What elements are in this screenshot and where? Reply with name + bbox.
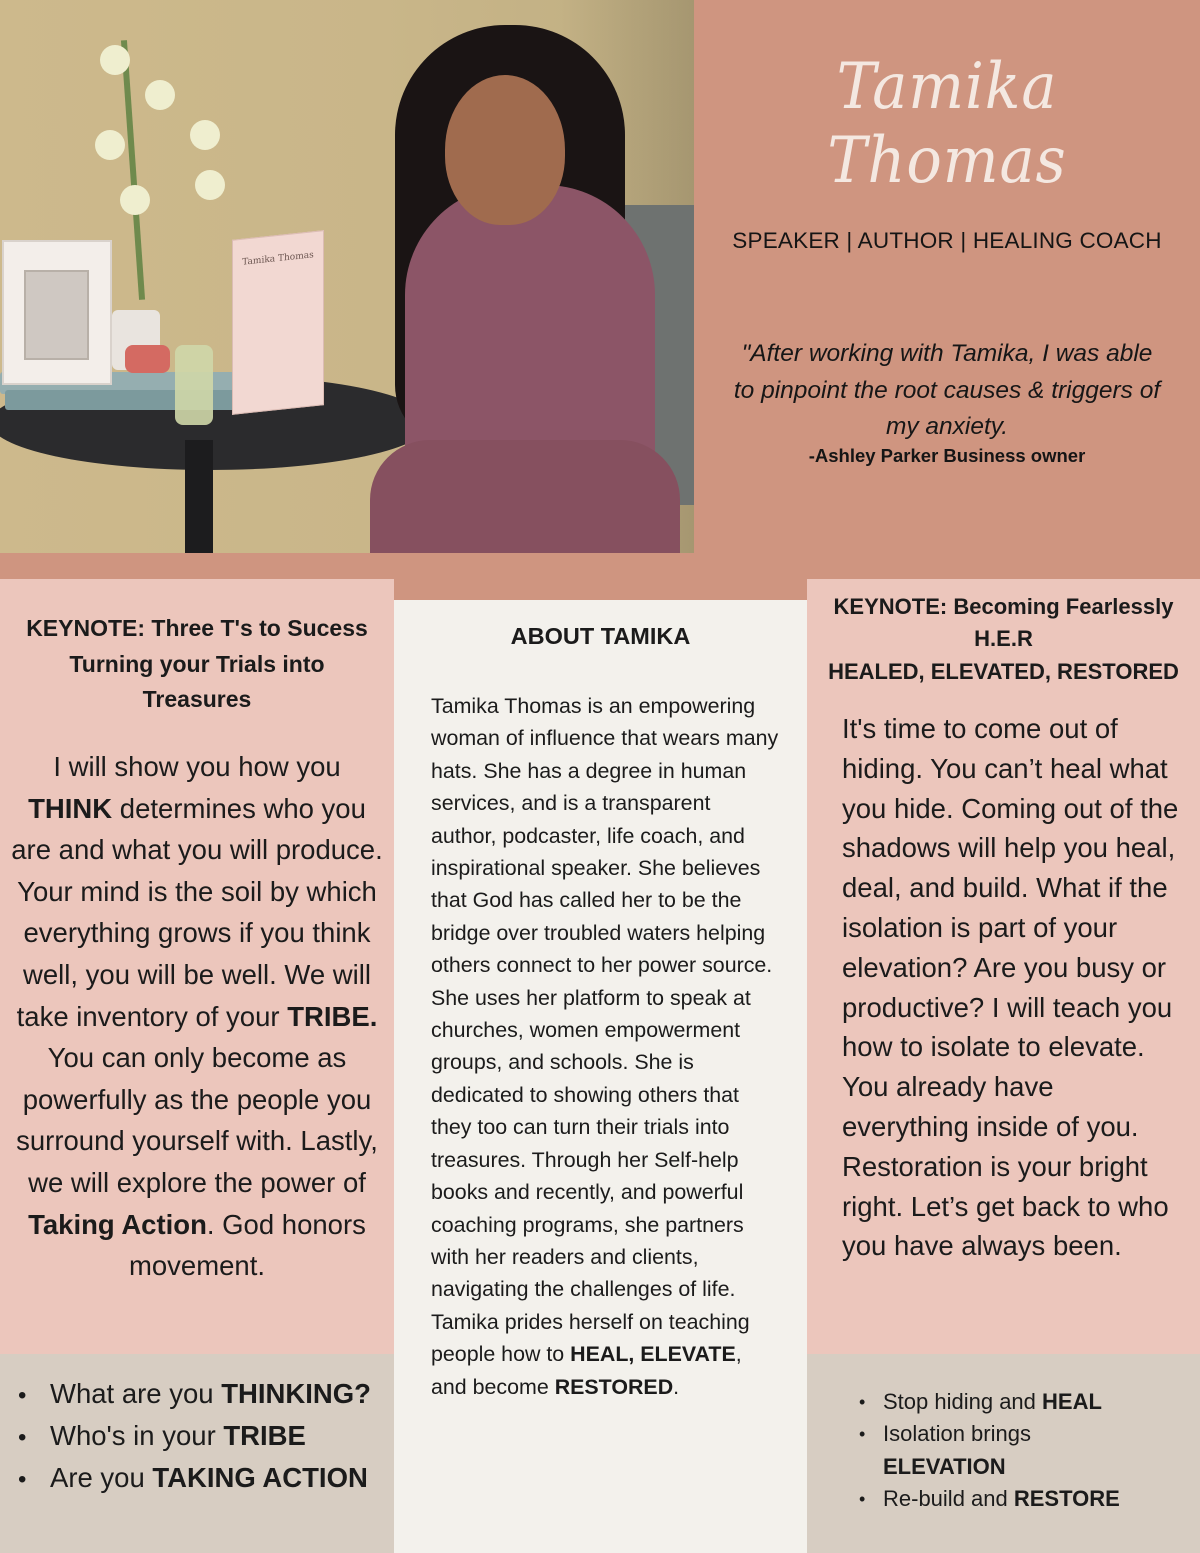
- desc-text: I will show you how you: [53, 751, 341, 782]
- keynote-bullet-list: [18, 1374, 371, 1499]
- keynote-bullet-list: [859, 1386, 1120, 1515]
- orchid-flower: [100, 45, 130, 75]
- bullet-text: Re-build and: [883, 1485, 1014, 1511]
- keynote-bullets-panel: [0, 1354, 394, 1553]
- desc-text: determines who you are and what you will produce. Your mind is the soil by which everything grows if you think well, you will be well. We will take inventory of your: [11, 792, 383, 1032]
- bullet-text: What are you: [50, 1378, 222, 1409]
- tagline: SPEAKER | AUTHOR | HEALING COACH: [732, 228, 1162, 253]
- desc-text: You can only become as powerfully as the people you surround yourself with. Lastly, we will explore the power of: [16, 1042, 378, 1198]
- keynote-title-line: KEYNOTE: Three T's to Sucess: [26, 615, 368, 641]
- bullet-bold: HEAL: [1042, 1389, 1102, 1414]
- list-item: [859, 1483, 1120, 1515]
- desc-bold: Taking Action: [28, 1208, 207, 1240]
- speaker-name: Tamika Thomas: [827, 50, 1067, 198]
- keynote-panel: [0, 579, 394, 1354]
- testimonial-quote: [700, 336, 1194, 446]
- bullet-text: Are you: [50, 1461, 153, 1493]
- keynote-title-line: Turning your Trials into: [69, 650, 325, 677]
- orchid-flower: [190, 120, 220, 150]
- about-text: Tamika Thomas is an empowering woman of influence that wears many hats. She has a degree in human services, and is a transparent author, podcaster, life coach, and inspirational speaker. She believes that God has called her to be the bridge over troubled waters helping others connect to her power source. She uses her platform to speak at churches, women empowerment groups, and schools. She is dedicated to showing others that they too can turn their trials into treasures. Through her Self-help books and recently, and powerful coaching programs, she partners with her readers and clients, navigating the challenges of life. Tamika prides herself on teaching people how to: [431, 694, 779, 1367]
- list-item: [18, 1458, 371, 1500]
- about-text: .: [673, 1374, 680, 1399]
- keynote-description: It's time to come out of hiding. You can’t heal what you hide. Coming out of the shadows will help you heal, deal, and build. What if the isolation is part of your elevation? Are you busy or productive? I will teach you how to isolate to elevate. You already have everything inside of you. Restoration is your bright right. Let’s get back to who you have always been.: [842, 713, 1179, 1262]
- list-item: [18, 1374, 371, 1416]
- keynote-title-line: HEALED, ELEVATED, RESTORED: [828, 658, 1179, 684]
- face: [445, 75, 565, 225]
- keynote-title-line: KEYNOTE: Becoming Fearlessly: [833, 594, 1174, 619]
- keynote-bullets-panel: [807, 1354, 1200, 1553]
- keynote-panel: [807, 579, 1200, 1354]
- table-leg: [185, 440, 213, 553]
- desc-text: . God honors movement.: [128, 1208, 366, 1282]
- quote-line: "After working with Tamika, I was able: [741, 340, 1153, 367]
- keynote-three-ts-column: [0, 579, 394, 1553]
- candle: [125, 345, 170, 373]
- bullet-bold: ELEVATION: [883, 1453, 1006, 1479]
- about-description: [431, 690, 781, 1403]
- book-cover-photo: [24, 270, 89, 360]
- about-title: ABOUT TAMIKA: [510, 623, 691, 649]
- bullet-text: Isolation brings: [883, 1421, 1031, 1447]
- orchid-flower: [95, 130, 125, 160]
- dress-skirt: [370, 440, 680, 553]
- keynote-her-column: [807, 579, 1200, 1553]
- list-item: [18, 1416, 371, 1458]
- orchid-stem: [121, 40, 145, 300]
- keynote-title: [0, 611, 394, 718]
- orchid-flower: [145, 80, 175, 110]
- portrait-photo: [0, 0, 694, 553]
- bullet-text: Stop hiding and: [883, 1389, 1043, 1414]
- keynote-description: [10, 746, 384, 1287]
- about-bold: RESTORED: [554, 1374, 674, 1399]
- quote-line: my anxiety.: [885, 413, 1009, 440]
- desc-bold: TRIBE.: [287, 1000, 378, 1032]
- about-text: , and become: [431, 1342, 742, 1399]
- bullet-bold: RESTORE: [1013, 1485, 1120, 1511]
- desc-bold: THINK: [28, 792, 113, 824]
- bullet-bold: THINKING?: [221, 1378, 371, 1409]
- list-item: [859, 1418, 1120, 1483]
- header-panel: [694, 0, 1200, 553]
- testimonial-attribution: -Ashley Parker Business owner: [808, 445, 1086, 466]
- bullet-bold: TRIBE: [223, 1419, 306, 1451]
- keynote-title: [807, 591, 1200, 688]
- list-item: [859, 1386, 1120, 1418]
- oil-bottle: [175, 345, 213, 425]
- book-title: Tamika Thomas: [242, 250, 314, 268]
- keynote-title-line: H.E.R: [974, 626, 1033, 652]
- about-bold: HEAL, ELEVATE: [570, 1342, 736, 1367]
- about-column: [394, 600, 807, 1553]
- quote-line: to pinpoint the root causes & triggers of: [733, 376, 1161, 404]
- keynote-title-line: Treasures: [142, 686, 252, 712]
- orchid-flower: [120, 185, 150, 215]
- orchid-flower: [195, 170, 225, 200]
- book-cover-pink: [232, 230, 324, 415]
- bullet-text: Who's in your: [50, 1419, 224, 1451]
- bullet-bold: TAKING ACTION: [152, 1461, 368, 1493]
